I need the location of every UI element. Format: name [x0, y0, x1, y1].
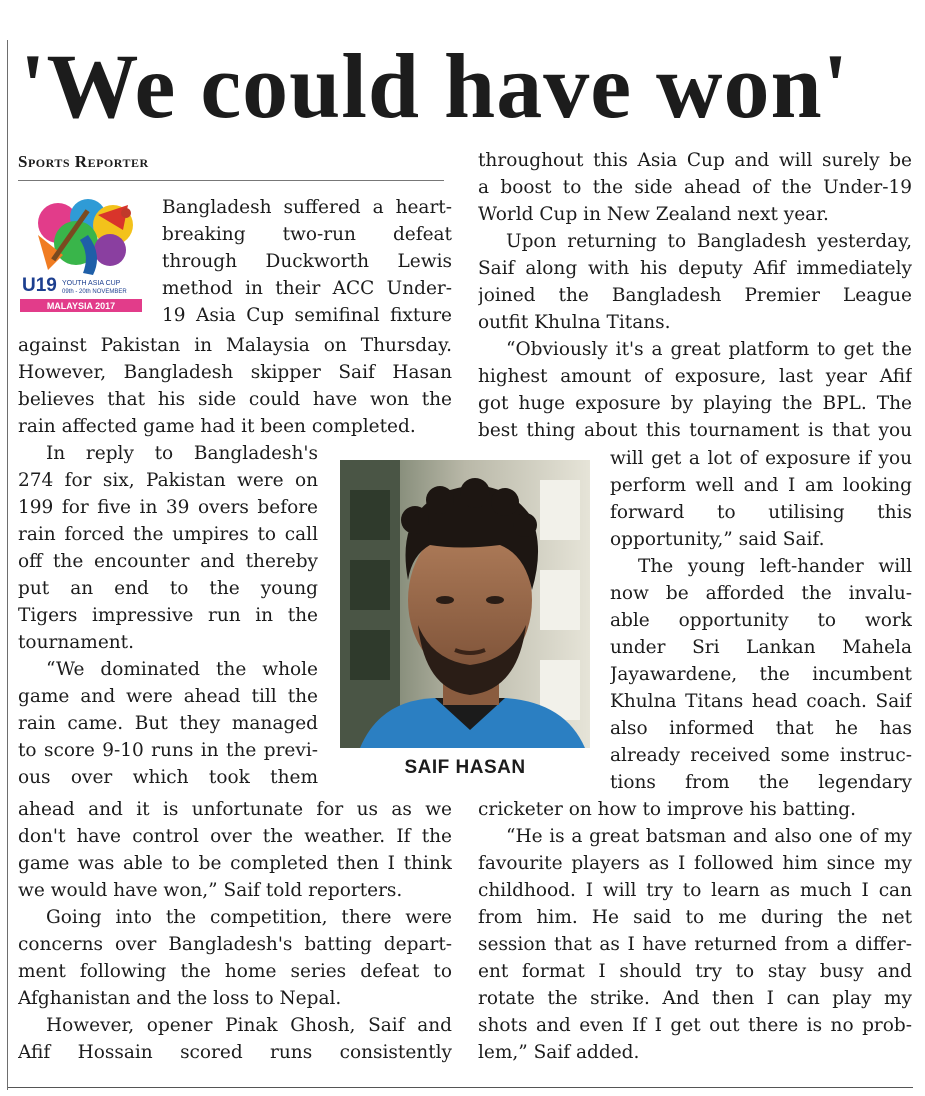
text-line: In reply to Bangladesh's: [46, 443, 318, 464]
text-line: against Pakistan in Malaysia on Thursday.: [18, 335, 452, 356]
text-line: Upon returning to Bangladesh yesterday,: [506, 231, 912, 252]
text-line: believes that his side could have won the: [18, 389, 452, 410]
text-line: 199 for five in 39 overs before: [18, 497, 318, 518]
text-line: opportunity,” said Saif.: [610, 529, 825, 550]
text-line: now be afforded the invalu-: [610, 583, 912, 604]
text-line: “He is a great batsman and also one of my: [506, 826, 912, 847]
text-line: World Cup in New Zealand next year.: [478, 204, 829, 225]
text-line: 19 Asia Cup semifinal fixture: [162, 305, 452, 326]
text-line: to score 9-10 runs in the previ-: [18, 740, 318, 761]
text-line: lem,” Saif added.: [478, 1042, 640, 1063]
text-line: throughout this Asia Cup and will surely be: [478, 150, 912, 171]
text-line: Khulna Titans head coach. Saif: [610, 691, 912, 712]
text-line: a boost to the side ahead of the Under-19: [478, 177, 912, 198]
col1-bottom-text: [18, 796, 452, 1066]
text-line: However, Bangladesh skipper Saif Hasan: [18, 362, 452, 383]
text-line: breaking two-run defeat: [162, 224, 452, 245]
byline: Sports Reporter: [18, 152, 149, 171]
text-line: cricketer on how to improve his batting.: [478, 799, 856, 820]
text-line: will get a lot of exposure if you: [610, 448, 912, 469]
text-line: ahead and it is unfortunate for us as we: [18, 799, 452, 820]
text-line: favourite players as I followed him since my: [478, 853, 912, 874]
text-line: rain forced the umpires to call: [18, 524, 318, 545]
text-line: already received some instruc-: [610, 745, 912, 766]
col1-intro-text: [162, 194, 452, 329]
text-line: Afif Hossain scored runs consistently: [18, 1042, 452, 1063]
text-line: put an end to the young: [18, 578, 318, 599]
text-line: The young left-hander will: [638, 556, 912, 577]
logo-line2: 09th - 20th NOVEMBER: [62, 289, 127, 295]
col1-lead-text: [18, 332, 452, 440]
col2-bottom-text: [478, 796, 912, 1066]
byline-divider: [18, 180, 444, 181]
text-line: joined the Bangladesh Premier League: [478, 285, 912, 306]
left-column-rule: [7, 40, 8, 1090]
text-line: off the encounter and thereby: [18, 551, 318, 572]
text-line: game was able to be completed then I think: [18, 853, 452, 874]
saif-hasan-photo: [340, 460, 590, 748]
text-line: shots and even If I get out there is no prob-: [478, 1015, 912, 1036]
text-line: rain came. But they managed: [18, 713, 318, 734]
text-line: highest amount of exposure, last year Afif: [478, 366, 912, 387]
text-line: forward to utilising this: [610, 502, 912, 523]
text-line: don't have control over the weather. If the: [18, 826, 452, 847]
col2-top-text: [478, 147, 912, 444]
text-line: got huge exposure by playing the BPL. The: [478, 393, 912, 414]
col2-narrow-text: [610, 445, 912, 796]
text-line: tournament.: [18, 632, 134, 653]
text-line: we would have won,” Saif told reporters.: [18, 880, 403, 901]
text-line: tions from the legendary: [610, 772, 912, 793]
text-line: ous over which took them: [18, 767, 318, 788]
text-line: Jayawardene, the incumbent: [610, 664, 912, 685]
text-line: concerns over Bangladesh's batting depart-: [18, 934, 452, 955]
text-line: ment following the home series defeat to: [18, 961, 452, 982]
text-line: under Sri Lankan Mahela: [610, 637, 912, 658]
text-line: also informed that he has: [610, 718, 912, 739]
bottom-divider: [8, 1087, 913, 1088]
text-line: Tigers impressive run in the: [18, 605, 318, 626]
text-line: rain affected game had it been completed.: [18, 416, 416, 437]
u19-asia-cup-logo: [18, 195, 144, 320]
text-line: session that as I have returned from a differ-: [478, 934, 912, 955]
col1-narrow-text: [18, 440, 318, 791]
text-line: game and were ahead till the: [18, 686, 318, 707]
logo-line3: MALAYSIA 2017: [46, 301, 116, 311]
text-line: method in their ACC Under-: [162, 278, 452, 299]
text-line: “We dominated the whole: [46, 659, 318, 680]
text-line: able opportunity to work: [610, 610, 912, 631]
headline: 'We could have won': [20, 35, 850, 137]
text-line: Afghanistan and the loss to Nepal.: [18, 988, 342, 1009]
text-line: perform well and I am looking: [610, 475, 912, 496]
text-line: “Obviously it's a great platform to get the: [506, 339, 912, 360]
text-line: through Duckworth Lewis: [162, 251, 452, 272]
text-line: Bangladesh suffered a heart-: [162, 197, 452, 218]
text-line: Going into the competition, there were: [46, 907, 452, 928]
text-line: ent format I should try to stay busy and: [478, 961, 912, 982]
text-line: Saif along with his deputy Afif immediately: [478, 258, 912, 279]
logo-line1: YOUTH ASIA CUP: [62, 280, 121, 287]
photo-caption: SAIF HASAN: [404, 757, 526, 778]
text-line: best thing about this tournament is that you: [478, 420, 912, 441]
text-line: outfit Khulna Titans.: [478, 312, 671, 333]
text-line: from him. He said to me during the net: [478, 907, 912, 928]
text-line: childhood. I will try to learn as much I can: [478, 880, 912, 901]
logo-code: U19: [22, 275, 57, 296]
text-line: rotate the strike. And then I can play my: [478, 988, 912, 1009]
text-line: 274 for six, Pakistan were on: [18, 470, 318, 491]
text-line: However, opener Pinak Ghosh, Saif and: [46, 1015, 452, 1036]
